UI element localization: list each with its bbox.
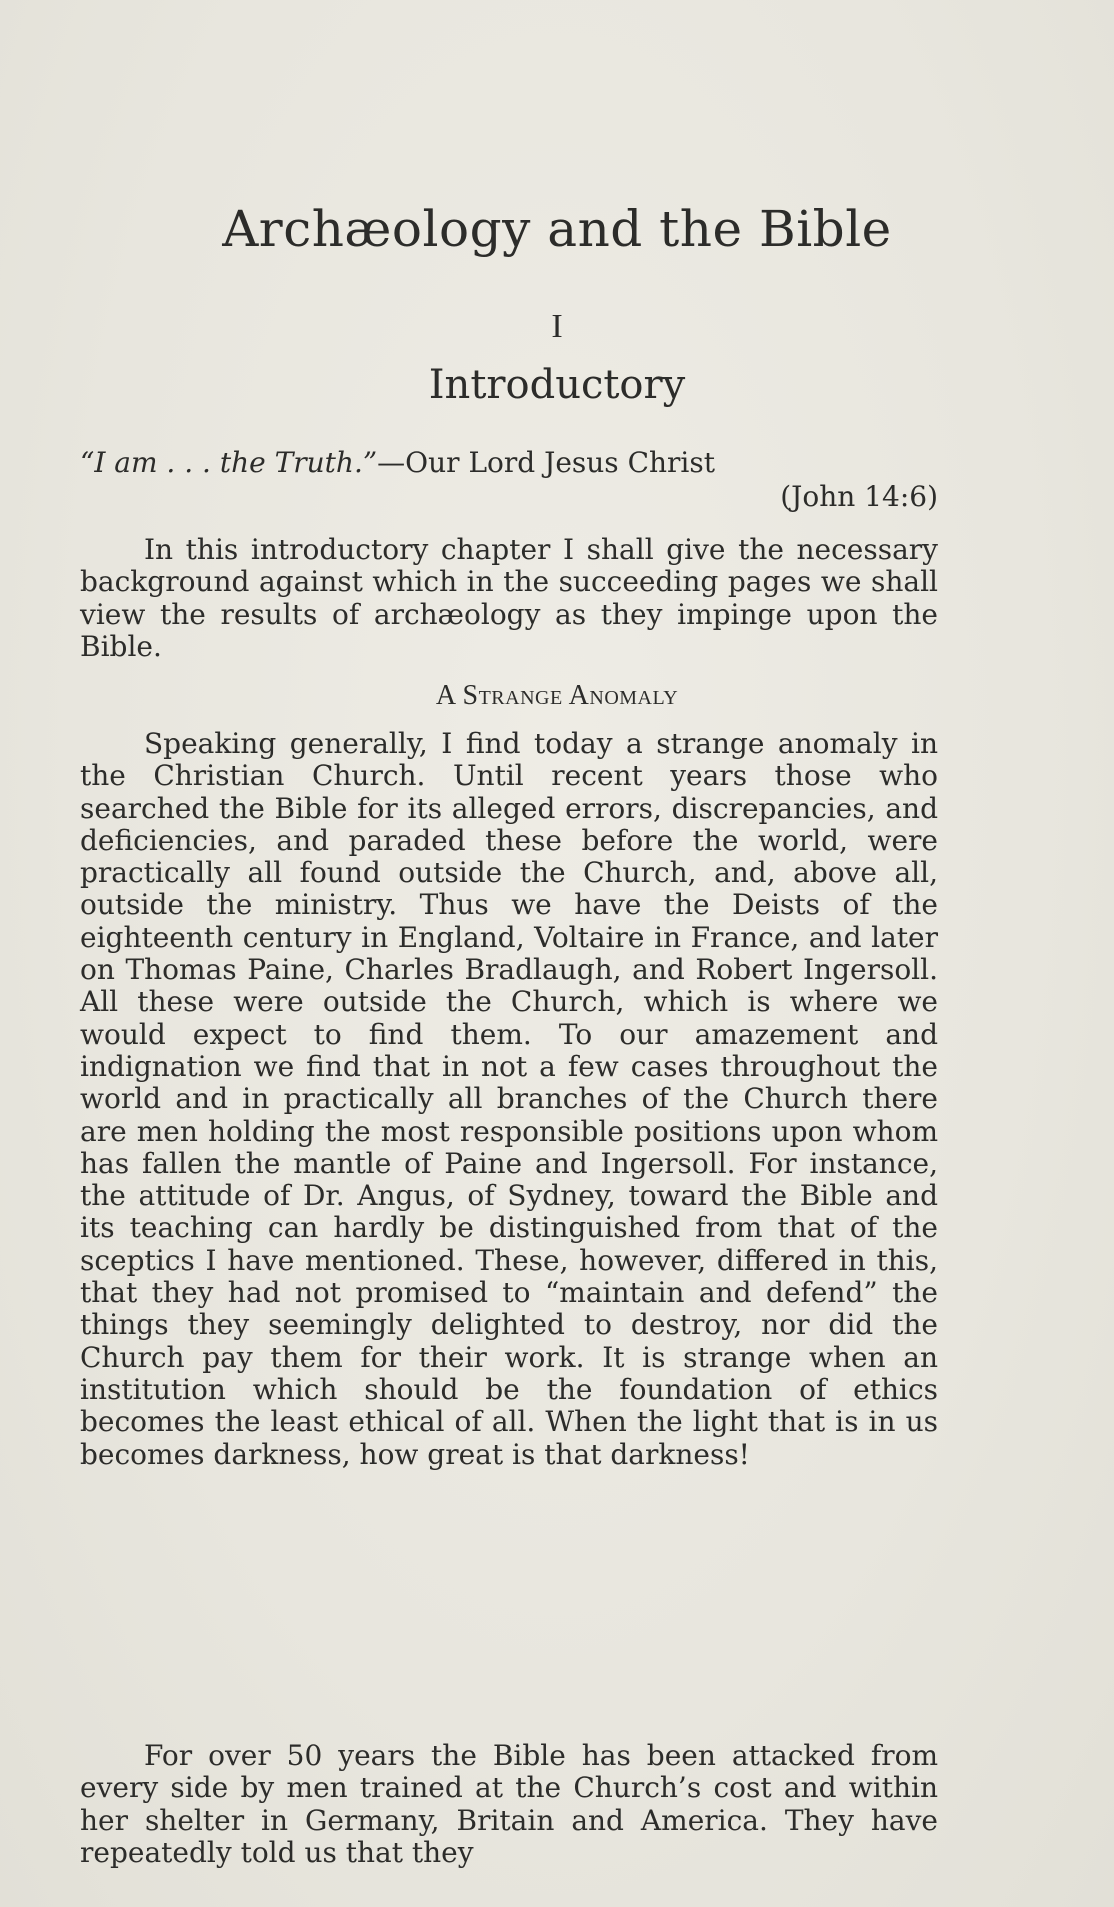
body-paragraph: For over 50 years the Bible has been attacked from every side by men trained at the Church’s cost and within her shelter in Germany, Britain and America. They have repeatedly told us that they xyxy=(80,1739,938,1869)
chapter-number: I xyxy=(551,308,563,345)
epigraph-attribution: —Our Lord Jesus Christ xyxy=(377,446,715,479)
epigraph xyxy=(80,446,938,514)
intro-paragraph: In this introductory chapter I shall give the necessary background against which in the succeeding pages we shall view the results of archæology as they impinge upon the Bible. xyxy=(80,533,938,663)
epigraph-line xyxy=(80,446,938,480)
body-paragraph: Speaking generally, I find today a strange anomaly in the Christian Church. Until recent years those who searched the Bible for its alleged errors, discrepancies, and deficiencies, and paraded these before the world, were practically all found outside the Church, and, above all, outside the ministry. Thus we have the Deists of the eighteenth century in England, Voltaire in France, and later on Thomas Paine, Charles Bradlaugh, and Robert Ingersoll. All these were outside the Church, which is where we would expect to find them. To our amazement and indignation we find that in not a few cases throughout the world and in practically all branches of the Church there are men holding the most responsible positions upon whom has fallen the mantle of Paine and Ingersoll. For instance, the attitude of Dr. Angus, of Sydney, toward the Bible and its teaching can hardly be distinguished from that of the sceptics I have mentioned. These, however, differed in this, that they had not promised to “maintain and defend” the things they seemingly delighted to destroy, nor did the Church pay them for their work. It is strange when an institution which should be the foundation of ethics becomes the least ethical of all. When the light that is in us becomes darkness, how great is that darkness! xyxy=(80,727,938,1471)
epigraph-quote: “I am . . . the Truth.” xyxy=(80,446,378,479)
epigraph-reference: (John 14:6) xyxy=(780,480,938,513)
body-block-1 xyxy=(80,728,938,1471)
body-block-2 xyxy=(80,1740,938,1869)
section-heading: A Strange Anomaly xyxy=(435,680,679,711)
chapter-title: Introductory xyxy=(428,362,686,408)
book-title: Archæology and the Bible xyxy=(222,200,892,258)
intro-block xyxy=(80,534,938,663)
